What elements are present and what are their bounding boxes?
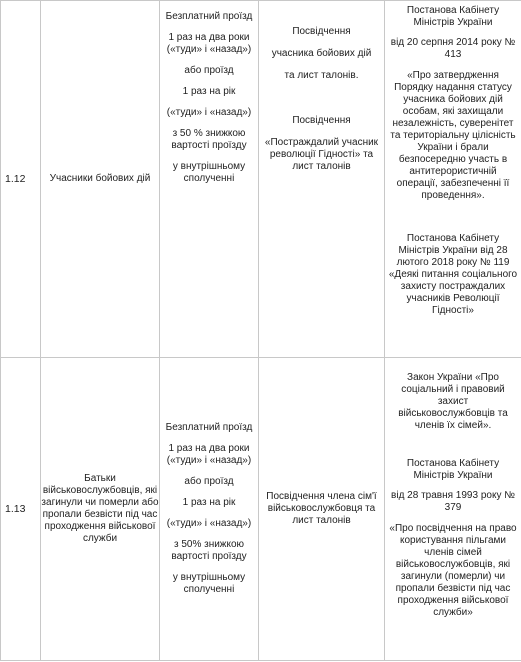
legal-basis-cell: Постанова Кабінету Міністрів України від 20 серпня 2014 року № 413 «Про затвердження Порядку надання статусу учасника бойових дій особам, які захищали незалежність, суверенітет та територіальну цілісність України і брали безпосередню участь в антитерористичній операції, забезпеченні її проведення». Постанова Кабінету Міністрів України від 28 лютого 2018 року № 119 «Деякі питання соціального захисту постраждалих учасників Революції Гідності» (385, 1, 521, 358)
category-cell: Учасники бойових дій (41, 1, 160, 358)
benefit-cell: Безплатний проїзд 1 раз на два роки («туди» і «назад») або проїзд 1 раз на рік («туди» і «назад») з 50 % знижкою вартості проїзду у внутрішньому сполученні (160, 1, 259, 358)
legal-basis-cell: Закон України «Про соціальний і правовий захист військовослужбовців та членів їх сімей». Постанова Кабінету Міністрів України від 28 травня 1993 року № 379 «Про посвідчення на право користування пільгами членів сімей військовослужбовців, які загинули (померли) чи пропали безвісти під час проходження військової служби» (385, 358, 521, 661)
documents-cell: Посвідчення члена сім'ї військовослужбовця та лист талонів (259, 358, 385, 661)
row-number: 1.12 (1, 1, 41, 358)
table-row (1, 358, 521, 661)
row-number: 1.13 (1, 358, 41, 661)
documents-cell: Посвідчення учасника бойових дій та лист талонів. Посвідчення «Постраждалий учасник революції Гідності» та лист талонів (259, 1, 385, 358)
category-cell: Батьки військовослужбовців, які загинули чи померли або пропали безвісти під час проходження військової служби (41, 358, 160, 661)
table-row (1, 1, 521, 358)
benefit-cell: Безплатний проїзд 1 раз на два роки («туди» і «назад») або проїзд 1 раз на рік («туди» і «назад») з 50% знижкою вартості проїзду у внутрішньому сполученні (160, 358, 259, 661)
